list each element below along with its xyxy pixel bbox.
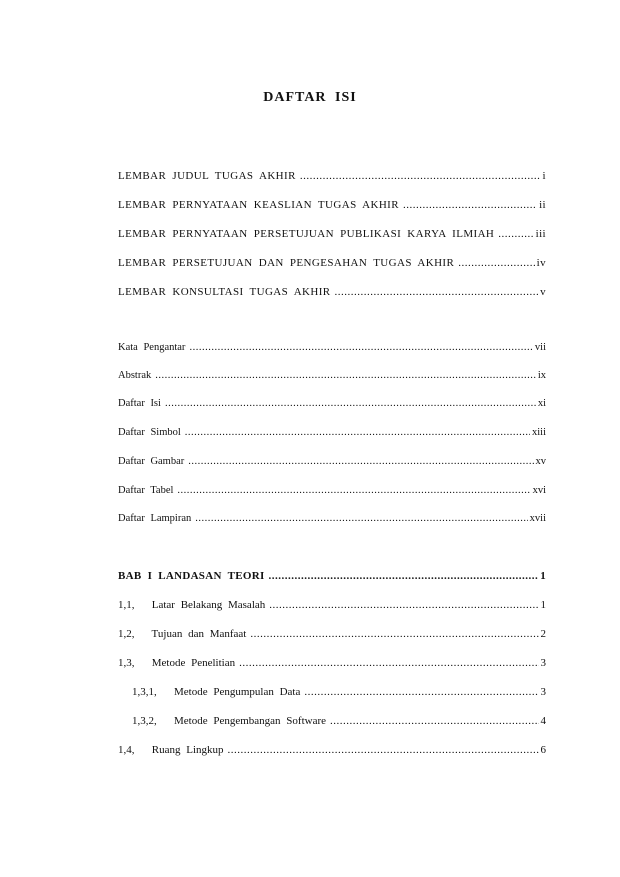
dot-leader bbox=[185, 427, 530, 438]
toc-entry-label: 1,3,2, Metode Pengembangan Software bbox=[132, 715, 327, 727]
toc-entry-label: LEMBAR PERNYATAAN PERSETUJUAN PUBLIKASI KARYA ILMIAH bbox=[118, 228, 495, 240]
toc-entry-label: Daftar Simbol bbox=[118, 427, 181, 438]
toc-entry-persetujuan-pengesahan[interactable] bbox=[118, 257, 546, 273]
dot-leader bbox=[458, 257, 534, 269]
dot-leader bbox=[155, 370, 536, 381]
toc-entry-section-1-4[interactable] bbox=[118, 744, 546, 760]
toc-entry-daftar-tabel[interactable] bbox=[118, 485, 546, 501]
toc-entry-konsultasi[interactable] bbox=[118, 286, 546, 302]
toc-entry-label: 1,3,1, Metode Pengumpulan Data bbox=[132, 686, 301, 698]
dot-leader bbox=[269, 570, 539, 582]
toc-entry-label: Daftar Tabel bbox=[118, 485, 174, 496]
toc-entry-label: Daftar Isi bbox=[118, 398, 161, 409]
toc-entry-label: Abstrak bbox=[118, 370, 152, 381]
toc-entry-page: 3 bbox=[540, 657, 546, 669]
toc-entry-label: LEMBAR KONSULTASI TUGAS AKHIR bbox=[118, 286, 331, 298]
toc-entry-page: xv bbox=[535, 456, 546, 467]
dot-leader bbox=[269, 599, 538, 611]
toc-entry-daftar-gambar[interactable] bbox=[118, 456, 546, 472]
toc-entry-label: LEMBAR PERSETUJUAN DAN PENGESAHAN TUGAS AKHIR bbox=[118, 257, 455, 269]
dot-leader bbox=[177, 485, 530, 496]
toc-entry-page: ii bbox=[539, 199, 546, 211]
toc-entry-page: ix bbox=[537, 370, 546, 381]
dot-leader bbox=[195, 513, 527, 524]
toc-entry-page: 1 bbox=[540, 599, 546, 611]
toc-entry-kata-pengantar[interactable] bbox=[118, 342, 546, 358]
dot-leader bbox=[335, 286, 539, 298]
toc-entry-page: xi bbox=[537, 398, 546, 409]
dot-leader bbox=[250, 628, 538, 640]
toc-entry-page: vii bbox=[534, 342, 546, 353]
toc-entry-page: i bbox=[542, 170, 546, 182]
toc-entry-lembar-judul[interactable] bbox=[118, 170, 546, 186]
dot-leader bbox=[228, 744, 539, 756]
dot-leader bbox=[188, 456, 533, 467]
toc-entry-label: 1,3, Metode Penelitian bbox=[118, 657, 236, 669]
toc-entry-page: v bbox=[540, 286, 546, 298]
toc-entry-page: iv bbox=[536, 257, 546, 269]
dot-leader bbox=[300, 170, 541, 182]
toc-entry-label: BAB I LANDASAN TEORI bbox=[118, 570, 265, 582]
toc-entry-page: 6 bbox=[540, 744, 546, 756]
toc-entry-label: 1,2, Tujuan dan Manfaat bbox=[118, 628, 247, 640]
toc-entry-page: xiii bbox=[531, 427, 546, 438]
toc-entry-page: 3 bbox=[540, 686, 546, 698]
toc-entry-persetujuan-publikasi[interactable] bbox=[118, 228, 546, 244]
toc-entry-label: Daftar Lampiran bbox=[118, 513, 192, 524]
toc-entry-page: iii bbox=[535, 228, 546, 240]
dot-leader bbox=[239, 657, 538, 669]
dot-leader bbox=[304, 686, 538, 698]
toc-entry-label: LEMBAR PERNYATAAN KEASLIAN TUGAS AKHIR bbox=[118, 199, 399, 211]
toc-entry-section-1-3[interactable] bbox=[118, 657, 546, 673]
toc-entry-section-1-3-1[interactable] bbox=[132, 686, 546, 702]
toc-entry-label: LEMBAR JUDUL TUGAS AKHIR bbox=[118, 170, 296, 182]
toc-entry-daftar-isi[interactable] bbox=[118, 398, 546, 414]
toc-entry-section-1-2[interactable] bbox=[118, 628, 546, 644]
dot-leader bbox=[165, 398, 536, 409]
toc-entry-label: 1,1, Latar Belakang Masalah bbox=[118, 599, 266, 611]
toc-entry-label: Kata Pengantar bbox=[118, 342, 186, 353]
toc-entry-page: xvi bbox=[532, 485, 546, 496]
toc-entry-section-1-3-2[interactable] bbox=[132, 715, 546, 731]
toc-entry-section-1-1[interactable] bbox=[118, 599, 546, 615]
toc-entry-bab-1[interactable] bbox=[118, 570, 546, 586]
dot-leader bbox=[189, 342, 532, 353]
dot-leader bbox=[498, 228, 533, 240]
toc-entry-page: 2 bbox=[540, 628, 546, 640]
toc-entry-page: 1 bbox=[540, 570, 546, 582]
dot-leader bbox=[403, 199, 537, 211]
toc-entry-abstrak[interactable] bbox=[118, 370, 546, 386]
toc-entry-page: 4 bbox=[540, 715, 546, 727]
page-title: DAFTAR ISI bbox=[263, 90, 357, 105]
toc-entry-daftar-simbol[interactable] bbox=[118, 427, 546, 443]
toc-entry-label: Daftar Gambar bbox=[118, 456, 185, 467]
toc-entry-pernyataan-keaslian[interactable] bbox=[118, 199, 546, 215]
toc-entry-page: xvii bbox=[529, 513, 546, 524]
dot-leader bbox=[330, 715, 538, 727]
toc-entry-label: 1,4, Ruang Lingkup bbox=[118, 744, 224, 756]
toc-entry-daftar-lampiran[interactable] bbox=[118, 513, 546, 529]
